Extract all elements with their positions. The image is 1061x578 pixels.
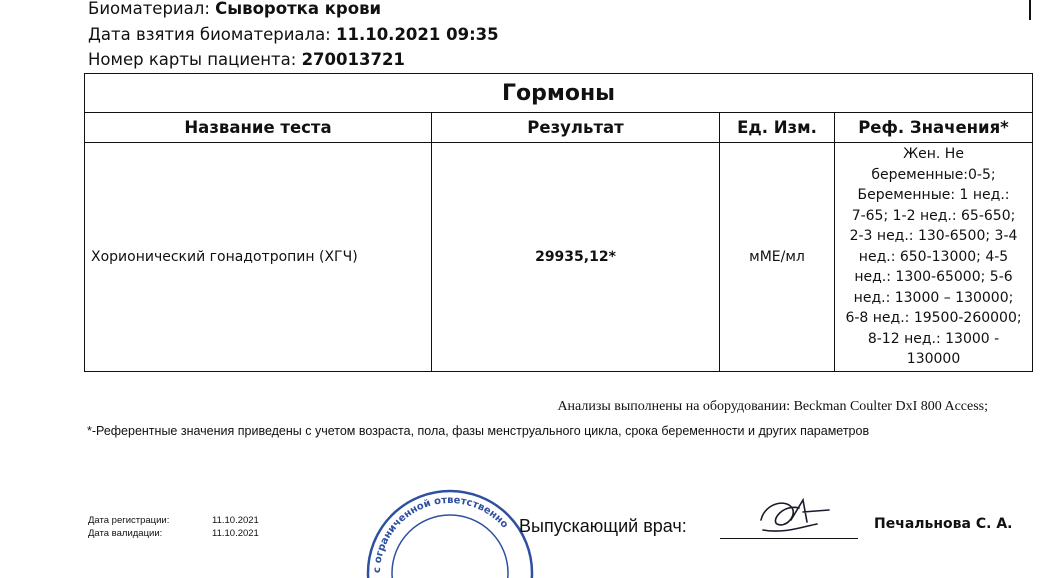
reference-line: Жен. Не <box>903 146 964 163</box>
test-name-cell: Хорионический гонадотропин (ХГЧ) <box>85 143 432 372</box>
reference-line: 8-12 нед.: 13000 - <box>867 330 1000 347</box>
result-cell: 29935,12* <box>432 143 720 372</box>
results-table <box>84 73 1033 372</box>
reference-footnote: *-Референтные значения приведены с учетом возраста, пола, фазы менструального цикла, срока беременности и других параметров <box>87 424 870 438</box>
registration-dates <box>88 514 259 540</box>
reference-line: нед.: 650-13000; 4-5 <box>858 248 1009 265</box>
validation-date: 11.10.2021 <box>212 528 259 539</box>
sample-date-value: 11.10.2021 09:35 <box>335 25 499 44</box>
table-title: Гормоны <box>85 74 1033 113</box>
sample-date-label: Дата взятия биоматериала: <box>88 25 336 44</box>
biomaterial-line <box>88 0 381 21</box>
biomaterial-label: Биоматериал: <box>88 0 216 18</box>
stamp-text: с ограниченной ответственно <box>371 494 511 574</box>
header-test-name: Название теста <box>85 113 432 143</box>
header-result: Результат <box>432 113 720 143</box>
reference-line: нед.: 1300-65000; 5-6 <box>854 269 1013 286</box>
patient-card-label: Номер карты пациента: <box>88 50 302 69</box>
reference-cell <box>835 143 1033 372</box>
header-unit: Ед. Изм. <box>720 113 835 143</box>
sample-date-line <box>88 23 499 47</box>
reference-line: 2-3 нед.: 130-6500; 3-4 <box>849 228 1018 245</box>
validation-label: Дата валидации: <box>88 528 163 539</box>
registration-date: 11.10.2021 <box>212 515 259 526</box>
patient-card-value: 270013721 <box>301 50 405 69</box>
doctor-name: Печальнова С. А. <box>874 516 1013 532</box>
reference-line: 130000 <box>906 351 961 368</box>
doctor-signature <box>755 490 835 540</box>
patient-card-line <box>88 48 405 72</box>
header-reference: Реф. Значения* <box>835 113 1033 143</box>
equipment-note: Анализы выполнены на оборудовании: Beckman Coulter DxI 800 Access; <box>557 399 988 414</box>
reference-line: Беременные: 1 нед.: <box>857 187 1010 204</box>
table-row <box>85 143 1033 372</box>
reference-line: 7-65; 1-2 нед.: 65-650; <box>851 207 1016 224</box>
table-header-row <box>85 113 1033 143</box>
reference-line: 6-8 нед.: 19500-260000; <box>845 310 1022 327</box>
biomaterial-value: Сыворотка крови <box>215 0 382 18</box>
registration-label: Дата регистрации: <box>88 515 170 526</box>
unit-cell: мМЕ/мл <box>720 143 835 372</box>
reference-line: нед.: 13000 – 130000; <box>853 289 1014 306</box>
issuing-doctor-label: Выпускающий врач: <box>519 516 687 536</box>
reference-line: беременные:0-5; <box>871 166 996 183</box>
page-edge-rule <box>1029 0 1031 20</box>
stamp-seal <box>352 478 542 578</box>
